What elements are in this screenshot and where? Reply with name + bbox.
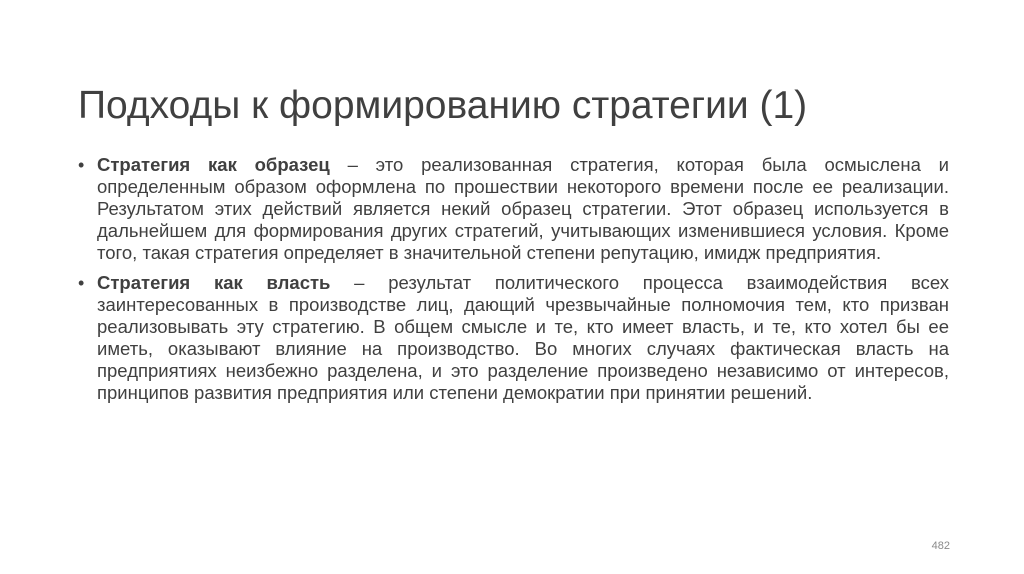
bullet-text: – результат политического процесса взаимодействия всех заинтересованных в производстве лиц, дающий чрезвычайные полномочия тем, кто призван реализовывать эту стратегию. В общем смысле и те, кто имеет власть, и те, кто хотел бы ее иметь, оказывают влияние на производство. Во многих случаях фактическая власть на предприятиях неизбежно разделена, и это разделение произведено независимо от интересов, принципов развития предприятия или степени демократии при принятии решений.	[97, 272, 949, 403]
bullet-item-pattern	[78, 154, 949, 264]
bullet-marker: •	[78, 155, 85, 175]
bullet-list	[78, 154, 949, 412]
bullet-term: Стратегия как власть	[97, 272, 331, 293]
bullet-text: – это реализованная стратегия, которая была осмыслена и определенным образом оформлена по прошествии некоторого времени после ее реализации. Результатом этих действий является некий образец стратегии. Этот образец используется в дальнейшем для формирования других стратегий, учитывающих изменившиеся условия. Кроме того, такая стратегия определяет в значительной степени репутацию, имидж предприятия.	[97, 154, 949, 263]
bullet-marker: •	[78, 273, 85, 293]
bullet-item-power	[78, 272, 949, 404]
page-number: 482	[931, 540, 950, 552]
slide-title: Подходы к формированию стратегии (1)	[78, 84, 808, 128]
bullet-term: Стратегия как образец	[97, 154, 330, 175]
